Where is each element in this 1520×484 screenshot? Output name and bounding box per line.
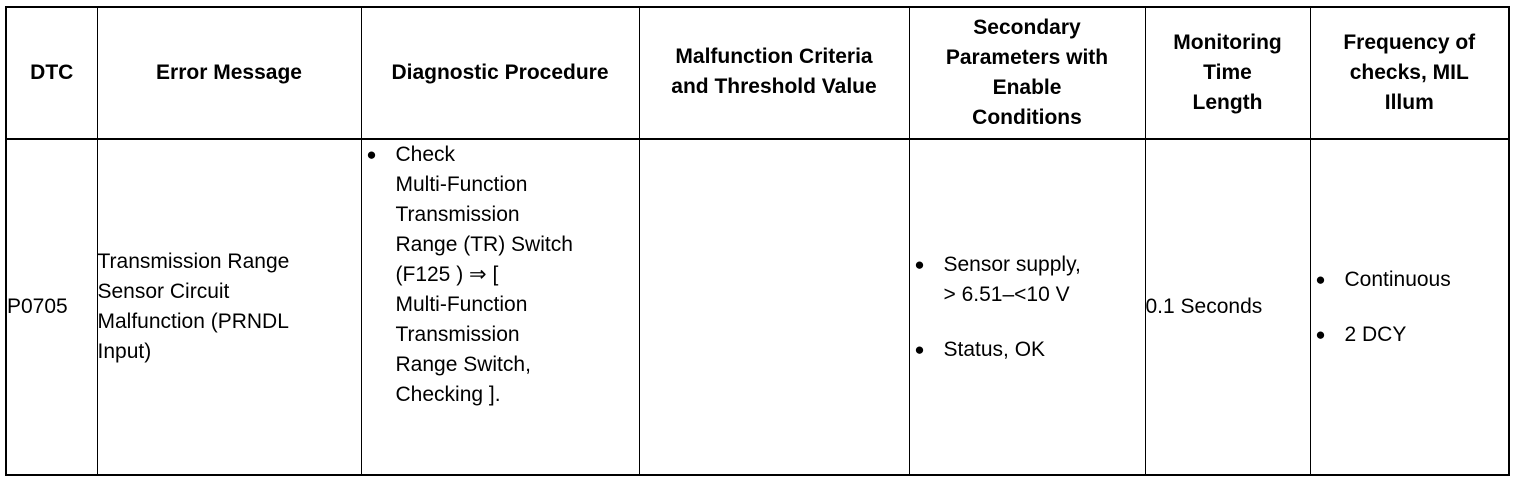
header-monitoring-time (1145, 7, 1310, 139)
secondary-parameter-item (910, 250, 1145, 310)
header-line: and Threshold Value (671, 75, 877, 98)
procedure-line: Range (TR) Switch (395, 233, 573, 256)
monitoring-time-cell (1145, 139, 1310, 475)
header-line: Frequency of (1343, 31, 1476, 54)
header-line: Conditions (972, 106, 1082, 129)
header-line: checks, MIL (1349, 61, 1469, 84)
secondary-parameter-item (910, 335, 1145, 365)
secondary-parameters-list (910, 250, 1145, 365)
header-line: Illum (1384, 91, 1434, 114)
header-dtc: DTC (6, 7, 97, 139)
header-secondary-parameters (909, 7, 1145, 139)
error-message-line: Malfunction (PRNDL (97, 310, 289, 333)
error-message-line: Transmission Range (97, 250, 290, 273)
procedure-list (362, 140, 639, 410)
secondary-parameter-line: > 6.51–<10 V (943, 282, 1070, 306)
header-line: Malfunction Criteria (675, 45, 873, 68)
bullet-icon: ● (914, 339, 925, 359)
procedure-line: Transmission (395, 203, 520, 226)
header-line: Monitoring (1173, 31, 1282, 54)
header-frequency (1310, 7, 1509, 139)
procedure-line: (F125 ) ⇒ [ (395, 263, 499, 286)
header-error-message: Error Message (97, 7, 361, 139)
frequency-value: 2 DCY (1344, 322, 1407, 346)
error-message-cell (97, 139, 361, 475)
procedure-line: Transmission (395, 323, 520, 346)
header-line: Parameters with (945, 46, 1109, 69)
procedure-line: Checking ]. (395, 383, 501, 406)
procedure-line: Multi-Function (395, 293, 528, 316)
procedure-line: Check (395, 143, 456, 166)
frequency-value: Continuous (1344, 267, 1451, 291)
secondary-parameter-line: Sensor supply, (943, 252, 1081, 276)
monitoring-time-value: 0.1 Seconds (1145, 295, 1263, 318)
dtc-code-cell (6, 139, 97, 475)
header-malfunction-criteria (639, 7, 909, 139)
bullet-icon: ● (1315, 324, 1326, 344)
diagnostic-procedure-cell (361, 139, 639, 475)
frequency-list (1311, 265, 1509, 350)
secondary-parameter-line: Status, OK (943, 337, 1046, 361)
header-row (6, 7, 1509, 139)
header-line: Time (1203, 61, 1252, 84)
procedure-line: Multi-Function (395, 173, 528, 196)
frequency-item (1311, 265, 1509, 295)
bullet-icon: ● (366, 145, 377, 164)
bullet-icon: ● (1315, 269, 1326, 289)
header-line: Enable (992, 76, 1062, 99)
frequency-cell (1310, 139, 1509, 475)
frequency-item (1311, 320, 1509, 350)
error-message-line: Sensor Circuit (97, 280, 230, 303)
header-diagnostic-procedure: Diagnostic Procedure (361, 7, 639, 139)
dtc-code: P0705 (7, 295, 68, 318)
error-message-line: Input) (97, 340, 152, 363)
header-line: Secondary (973, 16, 1081, 39)
procedure-item (362, 140, 639, 410)
dtc-table (5, 6, 1510, 476)
secondary-parameters-cell (909, 139, 1145, 475)
procedure-line: Range Switch, (395, 353, 531, 376)
malfunction-criteria-cell (639, 139, 909, 475)
header-line: Length (1192, 91, 1263, 114)
bullet-icon: ● (914, 254, 925, 274)
table-row (6, 139, 1509, 475)
